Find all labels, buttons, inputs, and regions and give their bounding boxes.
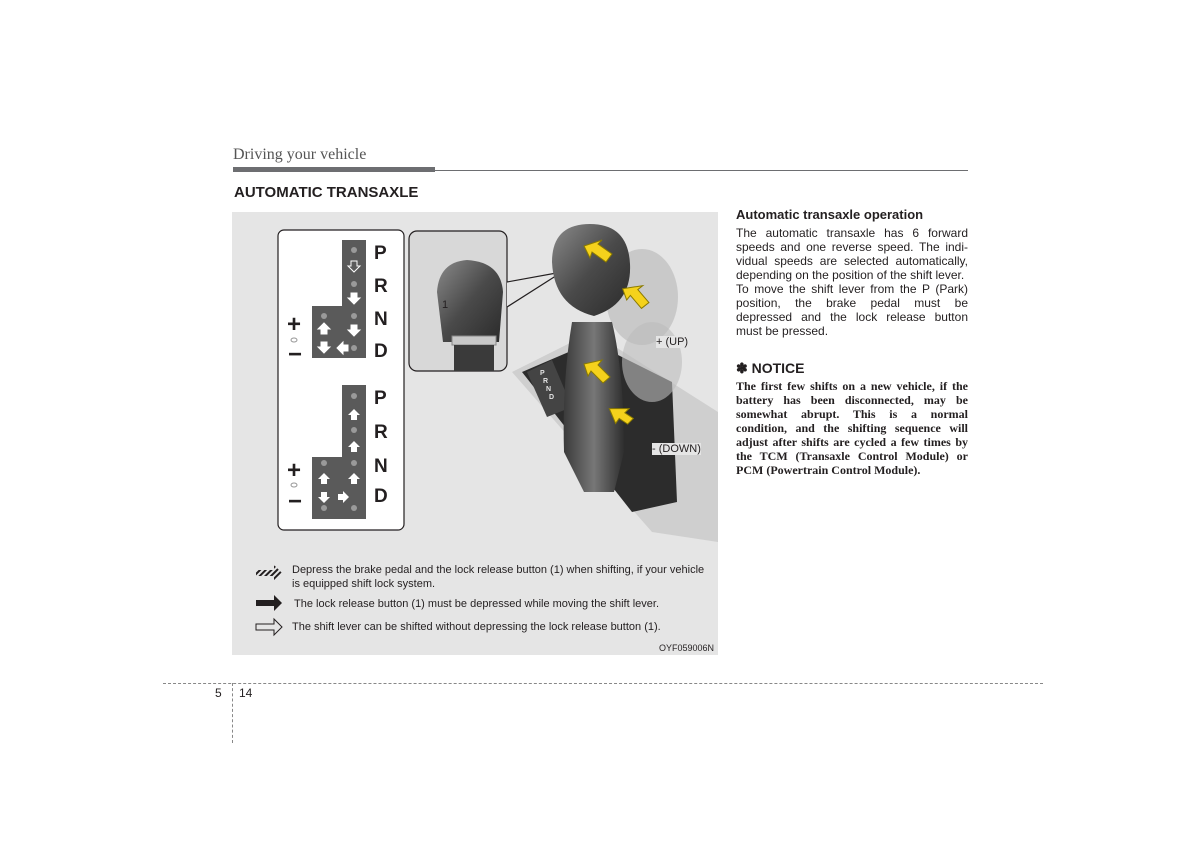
notice-heading: ✽ NOTICE	[736, 360, 805, 376]
gate-letter-n-bottom: N	[374, 456, 388, 477]
paragraph-1: The automatic transaxle has 6 forward speeds and one reverse speed. The indi-vidual speeds are selected automatically, depending on the position of the shift lever.	[736, 226, 968, 282]
gate-letter-d-bottom: D	[374, 486, 388, 507]
svg-text:P: P	[540, 370, 545, 377]
legend-item-solid: The lock release button (1) must be depressed while moving the shift lever.	[294, 598, 660, 610]
plus-sign-bottom: +	[287, 457, 302, 484]
lever-boot	[564, 322, 624, 492]
inset-knob-boot	[454, 345, 494, 371]
gate-letter-d-top: D	[374, 341, 388, 362]
figure-code: OYF059006N	[658, 643, 714, 653]
hatched-arrow-icon	[256, 565, 282, 581]
legend-item-outline: The shift lever can be shifted without depressing the lock release button (1).	[292, 621, 661, 633]
paragraph-2: To move the shift lever from the P (Park) position, the brake pedal must be depressed and the lock release button must be pressed.	[736, 282, 968, 338]
header-bar	[233, 167, 435, 172]
outline-arrow-icon	[256, 619, 282, 635]
svg-text:N: N	[546, 386, 552, 393]
legend-item-hatched: Depress the brake pedal and the lock release button (1) when shifting, if your vehicle is equipped shift lock system.	[292, 564, 705, 590]
inset-pointer	[507, 272, 562, 307]
solid-arrow-icon	[256, 595, 282, 611]
svg-text:R: R	[543, 378, 549, 385]
page-number: 14	[239, 686, 253, 700]
section-title: AUTOMATIC TRANSAXLE	[234, 184, 419, 201]
plus-sign-top: +	[287, 311, 302, 338]
inset-knob-ring	[452, 336, 496, 345]
minus-sign-bottom: −	[288, 488, 303, 515]
label-up: + (UP)	[656, 336, 689, 348]
shift-lever-figure	[232, 212, 718, 655]
gate-letter-p-bottom: P	[374, 388, 387, 409]
minus-sign-top: −	[288, 341, 303, 368]
gate-letter-n-top: N	[374, 309, 388, 330]
callout-number: 1	[442, 299, 449, 311]
gate-letter-r-bottom: R	[374, 422, 388, 443]
ghost-lever-2	[622, 322, 682, 402]
gate-letter-r-top: R	[374, 276, 388, 297]
header-rule	[435, 170, 968, 171]
label-down: - (DOWN)	[652, 443, 701, 455]
svg-text:D: D	[549, 394, 555, 401]
footer-rule	[163, 683, 1043, 684]
notice-body: The first few shifts on a new vehicle, if the battery has been disconnected, may be somewhat abrupt. This is a normal condition, and the shifting sequence will adjust after shifts are cycled a few times by the TCM (Transaxle Control Module) or PCM (Powertrain Control Module).	[736, 379, 968, 477]
subheading: Automatic transaxle operation	[736, 207, 924, 222]
content-column	[736, 207, 968, 477]
header-title: Driving your vehicle	[233, 146, 367, 163]
page-section-number: 5	[215, 686, 222, 700]
footer-divider	[232, 683, 233, 743]
gate-letter-p-top: P	[374, 243, 387, 264]
